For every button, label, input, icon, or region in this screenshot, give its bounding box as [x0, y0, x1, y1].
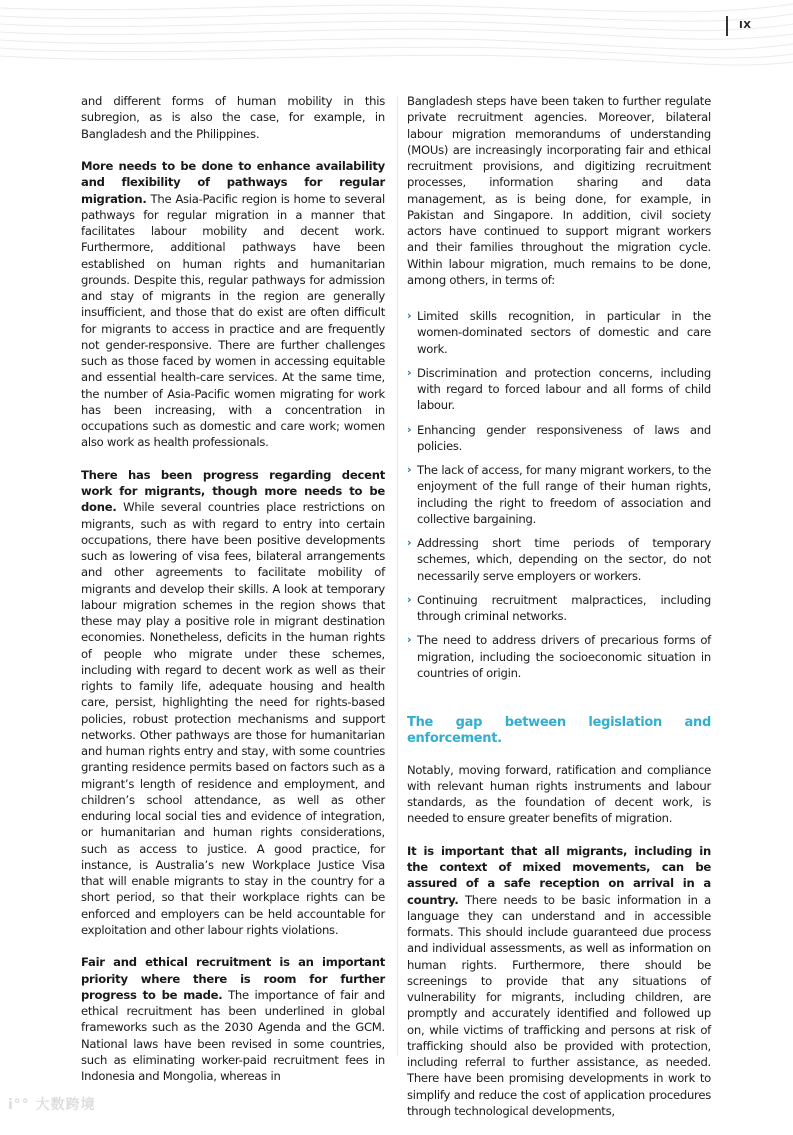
watermark-logo: i°° 大数跨境 [8, 1097, 96, 1113]
paragraph [81, 954, 385, 1084]
paragraph [81, 467, 385, 938]
paragraph: and different forms of human mobility in this subregion, as is also the case, for example, in Bangladesh and the Philippines. [81, 94, 385, 141]
paragraph-body: There needs to be basic information in a language they can understand and in accessible formats. This should include guaranteed due process and individual assessments, as well as information on human rights. Furthermore, there should be screenings to provide that any situations of vulnerability for migrants, including children, are promptly and accurately identified and followed up on, while victims of trafficking and persons at risk of trafficking should also be provided with protection, including referral to further assistance, as needed. There have been promising developments in work to simplify and reduce the cost of application procedures through technological developments, [407, 892, 711, 1118]
chevron-right-icon: › [407, 309, 412, 322]
paragraph-body: The Asia-Pacific region is home to several pathways for regular migration in a manner that facilitates labour mobility and decent work. Furthermore, additional pathways have been established on human rights and humanitarian grounds. Despite this, regular pathways for admission and stay of migrants in the region are generally insufficient, and those that do exist are often difficult for migrants to access in practice and are frequently not gender-responsive. There are further challenges such as those faced by women in accessing equitable and essential health-care services. At the same time, the number of Asia-Pacific women migrating for work has been increasing, with a concentration in occupations such as domestic and care work; women also work as health professionals. [81, 191, 385, 450]
decorative-wave-lines [0, 0, 793, 90]
paragraph [81, 158, 385, 451]
section-heading: The gap between legislation and enforcement. [407, 715, 711, 747]
paragraph-body: While several countries place restrictions on migrants, such as with regard to entry into certain occupations, there have been positive developments such as lowering of visa fees, bilateral arrangements and other agreements to facilitate mobility of migrants and develop their skills. A look at temporary labour migration schemes in the region shows that these may play a positive role in migrant destination economies. Nonetheless, deficits in the human rights of people who migrate under these schemes, including with regard to decent work as well as their rights to family life, adequate housing and health care, persist, highlighting the need for rights-based policies, robust protection mechanisms and support networks. Other pathways are those for humanitarian and human rights entry and stay, with some countries granting residence permits based on factors such as a migrant’s length of residence and employment, and children’s school attendance, as well as other enduring local social ties and evidence of integration, or humanitarian and human rights considerations, such as access to justice. A good practice, for instance, is Australia’s new Workplace Justice Visa that will enable migrants to stay in the country for a short period, so that their workplace rights can be enforced and employers can be held accountable for exploitation and other labour rights violations. [81, 500, 385, 937]
list-item-text: Enhancing gender responsiveness of laws and policies. [417, 422, 711, 453]
list-item [407, 535, 711, 584]
chevron-right-icon: › [407, 592, 412, 606]
right-column [407, 93, 711, 1135]
list-item-text: The lack of access, for many migrant workers, to the enjoyment of the full range of their human rights, including the right to freedom of association and collective bargaining. [417, 463, 711, 526]
list-item-text: The need to address drivers of precarious forms of migration, including the socioeconomic situation in countries of origin. [417, 633, 711, 680]
chevron-right-icon: › [407, 463, 412, 476]
chevron-right-icon: › [407, 536, 412, 549]
list-item-text: Addressing short time periods of temporary schemes, which, depending on the sector, do not necessarily serve employers or workers. [417, 536, 711, 583]
list-item [407, 632, 711, 681]
list-item [407, 365, 711, 414]
paragraph-lead: Fair and ethical recruitment is an important priority where there is room for further progress to be made. [81, 955, 385, 1002]
paragraph: Notably, moving forward, ratification and compliance with relevant human rights instruments and labour standards, as the foundation of decent work, is needed to ensure greater benefits of migration. [407, 762, 711, 826]
list-item [407, 422, 711, 455]
paragraph: Bangladesh steps have been taken to further regulate private recruitment agencies. Moreover, bilateral labour migration memorandums of understanding (MOUs) are increasingly incorporating fair and ethical recruitment provisions, and digitizing recruitment processes, information sharing and data management, as is being done, for example, in Pakistan and Singapore. In addition, civil society actors have continued to support migrant workers and their families throughout the migration cycle. Within labour migration, much remains to be done, among others, in terms of: [407, 94, 711, 287]
paragraph-lead: There has been progress regarding decent work for migrants, though more needs to be done. [81, 467, 385, 515]
chevron-right-icon: › [407, 633, 412, 647]
chevron-right-icon: › [407, 422, 412, 436]
list-item [407, 308, 711, 357]
list-item-text: Discrimination and protection concerns, including with regard to forced labour and all forms of child labour. [417, 365, 711, 413]
paragraph [407, 843, 711, 1119]
paragraph-lead: It is important that all migrants, including in the context of mixed movements, can be assured of a safe reception on arrival in a country. [407, 843, 711, 907]
chevron-right-icon: › [407, 365, 412, 379]
bullet-list [407, 308, 711, 681]
list-item [407, 592, 711, 625]
list-item-text: Continuing recruitment malpractices, including through criminal networks. [417, 592, 711, 623]
paragraph-body: The importance of fair and ethical recruitment has been underlined in global frameworks such as the 2030 Agenda and the GCM. National laws have been revised in some countries, such as eliminating worker-paid recruitment fees in Indonesia and Mongolia, whereas in [81, 987, 385, 1083]
page-number: IX [739, 20, 752, 31]
list-item [407, 462, 711, 527]
paragraph-lead: More needs to be done to enhance availability and flexibility of pathways for regular migration. [81, 159, 385, 206]
left-column [81, 93, 385, 1101]
list-item-text: Limited skills recognition, in particular in the women-dominated sectors of domestic and care work. [417, 309, 711, 356]
page-number-divider [726, 16, 728, 36]
column-divider [397, 96, 398, 1056]
